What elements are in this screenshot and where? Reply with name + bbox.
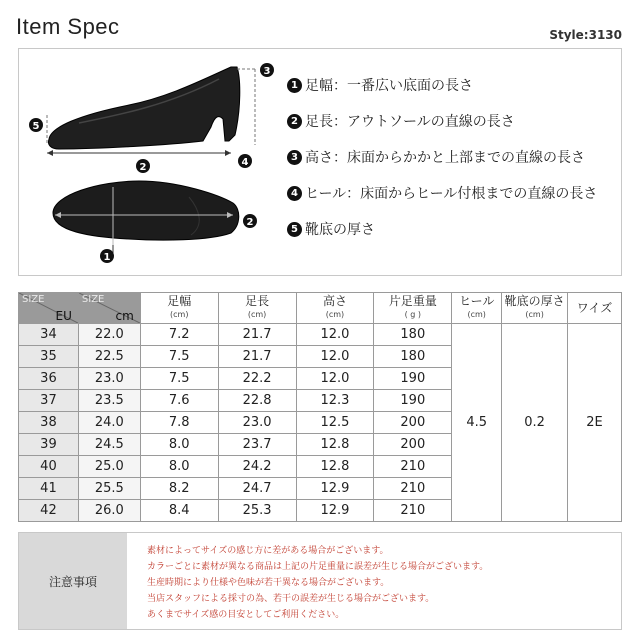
table-cell: 12.5 <box>296 412 374 434</box>
table-cell: 25.0 <box>78 456 140 478</box>
marker-2-sole <box>243 214 257 228</box>
note-line: あくまでサイズ感の目安としてご利用ください。 <box>147 610 345 620</box>
note-line: 素材によってサイズの感じ方に差がある場合がございます。 <box>147 546 389 556</box>
table-cell: 24.5 <box>78 434 140 456</box>
table-cell: 12.8 <box>296 434 374 456</box>
header-size-label: SIZE <box>81 294 105 305</box>
table-cell: 23.7 <box>218 434 296 456</box>
table-cell: 8.0 <box>140 456 218 478</box>
table-cell: 21.7 <box>218 346 296 368</box>
table-cell: 7.5 <box>140 368 218 390</box>
svg-text:2: 2 <box>246 217 254 228</box>
number-badge: 3 <box>287 150 302 165</box>
table-cell: 24.2 <box>218 456 296 478</box>
table-cell: 200 <box>374 412 452 434</box>
header-size-cm <box>78 293 140 324</box>
table-cell: 12.0 <box>296 368 374 390</box>
table-cell: 12.9 <box>296 500 374 522</box>
table-cell: 25.5 <box>78 478 140 500</box>
table-cell: 12.3 <box>296 390 374 412</box>
spec-text: 高さ：床面からかかと上部までの直線の長さ <box>305 150 585 166</box>
svg-text:4: 4 <box>241 157 249 168</box>
spec-item <box>287 103 617 139</box>
spec-text: 足幅：一番広い底面の長さ <box>305 78 473 94</box>
number-badge: 4 <box>287 186 302 201</box>
header-size-eu <box>19 293 79 324</box>
spec-text: ヒール：床面からヒール付根までの直線の長さ <box>305 186 598 202</box>
spec-item <box>287 211 617 247</box>
table-header-row <box>19 293 622 324</box>
table-cell: 39 <box>19 434 79 456</box>
number-badge: 2 <box>287 114 302 129</box>
table-cell: 12.8 <box>296 456 374 478</box>
merged-sole-cell: 0.2 <box>502 324 568 522</box>
svg-text:1: 1 <box>103 252 111 263</box>
header-eu-label: EU <box>55 309 72 323</box>
shoe-side-view <box>48 67 239 149</box>
header-foot-length: 足長 (cm) <box>218 293 296 324</box>
table-cell: 7.2 <box>140 324 218 346</box>
table-cell: 190 <box>374 390 452 412</box>
spec-item <box>287 67 617 103</box>
table-cell: 180 <box>374 346 452 368</box>
spec-item <box>287 139 617 175</box>
table-cell: 22.5 <box>78 346 140 368</box>
table-cell: 12.9 <box>296 478 374 500</box>
table-cell: 22.8 <box>218 390 296 412</box>
header-foot-width: 足幅 (cm) <box>140 293 218 324</box>
table-cell: 36 <box>19 368 79 390</box>
table-cell: 35 <box>19 346 79 368</box>
style-code: Style:3130 <box>549 28 622 42</box>
shoe-measurement-diagram <box>19 49 289 275</box>
table-cell: 37 <box>19 390 79 412</box>
marker-2 <box>136 159 150 173</box>
merged-width-cell: 2E <box>568 324 622 522</box>
table-cell: 38 <box>19 412 79 434</box>
table-cell: 24.7 <box>218 478 296 500</box>
table-cell: 190 <box>374 368 452 390</box>
notes-label: 注意事項 <box>19 533 127 629</box>
table-cell: 42 <box>19 500 79 522</box>
marker-4 <box>238 154 252 168</box>
table-cell: 34 <box>19 324 79 346</box>
merged-heel-cell: 4.5 <box>452 324 502 522</box>
table-cell: 8.4 <box>140 500 218 522</box>
spec-text: 靴底の厚さ <box>305 222 375 238</box>
table-row <box>19 324 622 346</box>
svg-text:2: 2 <box>139 162 147 173</box>
table-cell: 7.5 <box>140 346 218 368</box>
table-cell: 23.0 <box>78 368 140 390</box>
table-cell: 22.2 <box>218 368 296 390</box>
marker-1 <box>100 249 114 263</box>
marker-3 <box>260 63 274 77</box>
table-cell: 210 <box>374 478 452 500</box>
svg-text:3: 3 <box>263 66 271 77</box>
table-cell: 210 <box>374 456 452 478</box>
notes-list <box>127 533 488 629</box>
spec-definitions <box>287 67 617 247</box>
table-cell: 22.0 <box>78 324 140 346</box>
header-weight: 片足重量 ( g ) <box>374 293 452 324</box>
table-cell: 200 <box>374 434 452 456</box>
table-cell: 8.0 <box>140 434 218 456</box>
table-cell: 12.0 <box>296 346 374 368</box>
notes-panel <box>18 532 622 630</box>
spec-text: 足長：アウトソールの直線の長さ <box>305 114 515 130</box>
table-cell: 23.5 <box>78 390 140 412</box>
table-cell: 7.6 <box>140 390 218 412</box>
spec-item <box>287 175 617 211</box>
header-size-label: SIZE <box>22 294 45 305</box>
table-cell: 25.3 <box>218 500 296 522</box>
header-height: 高さ (cm) <box>296 293 374 324</box>
table-cell: 21.7 <box>218 324 296 346</box>
header-heel: ヒール (cm) <box>452 293 502 324</box>
table-cell: 23.0 <box>218 412 296 434</box>
table-cell: 8.2 <box>140 478 218 500</box>
spec-panel <box>18 48 622 276</box>
number-badge: 5 <box>287 222 302 237</box>
number-badge: 1 <box>287 78 302 93</box>
table-cell: 26.0 <box>78 500 140 522</box>
note-line: 当店スタッフによる採寸の為、若干の誤差が生じる場合がございます。 <box>147 594 435 604</box>
page-title: Item Spec <box>16 14 120 39</box>
table-cell: 24.0 <box>78 412 140 434</box>
size-table <box>18 292 622 522</box>
note-line: 生産時期により仕様や色味が若干異なる場合がございます。 <box>147 578 390 588</box>
note-line: カラーごとに素材が異なる商品は上記の片足重量に誤差が生じる場合がございます。 <box>147 562 489 572</box>
table-cell: 41 <box>19 478 79 500</box>
header-width-fit: ワイズ <box>568 293 622 324</box>
marker-5 <box>29 118 43 132</box>
table-cell: 12.0 <box>296 324 374 346</box>
svg-text:5: 5 <box>32 121 40 132</box>
header-cm-label: cm <box>115 309 134 323</box>
table-cell: 7.8 <box>140 412 218 434</box>
table-cell: 180 <box>374 324 452 346</box>
table-cell: 210 <box>374 500 452 522</box>
shoe-sole-view <box>53 181 239 240</box>
table-cell: 40 <box>19 456 79 478</box>
header-sole-thickness: 靴底の厚さ (cm) <box>502 293 568 324</box>
